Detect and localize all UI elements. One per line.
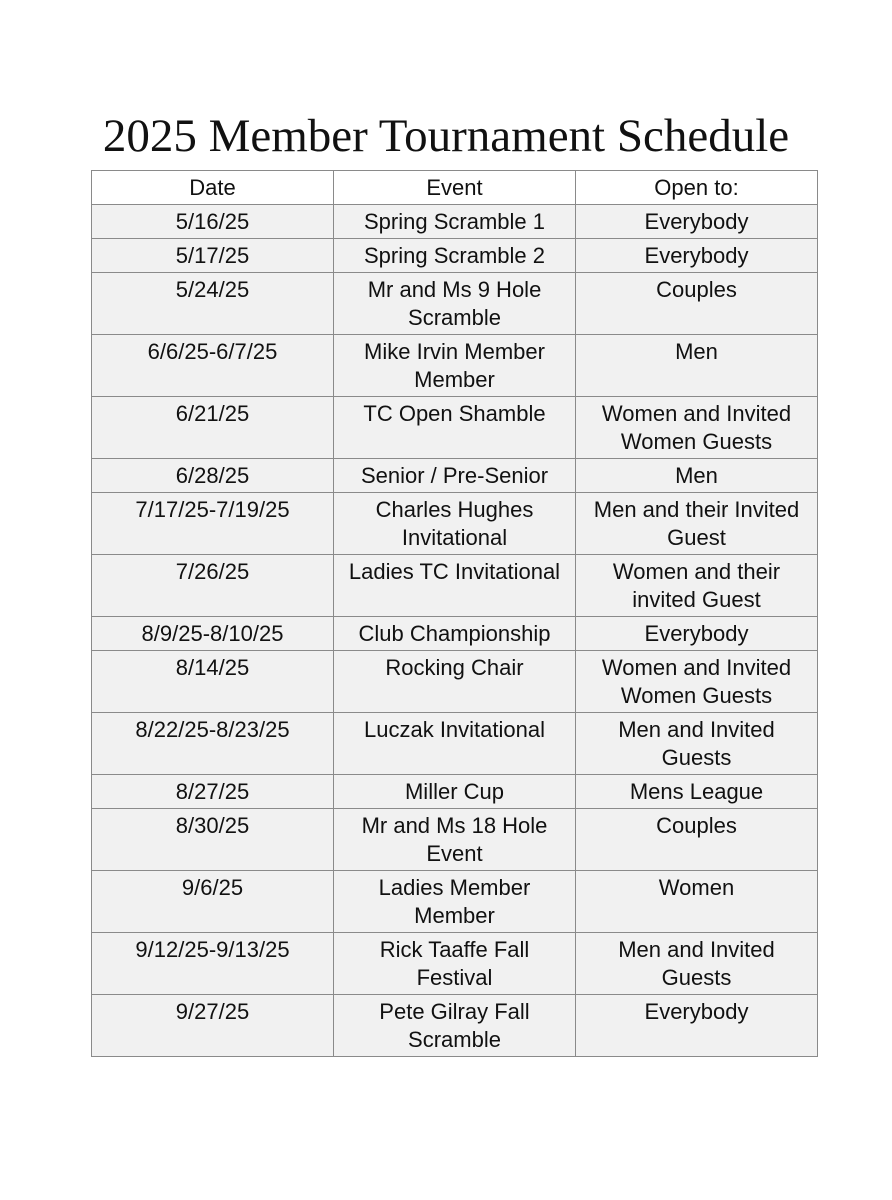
cell-open-to: Women and their invited Guest xyxy=(576,555,818,617)
table-row xyxy=(92,775,818,809)
cell-open-to: Couples xyxy=(576,809,818,871)
cell-date: 9/6/25 xyxy=(92,871,334,933)
column-header-event: Event xyxy=(334,171,576,205)
table-row xyxy=(92,995,818,1057)
cell-open-to: Mens League xyxy=(576,775,818,809)
cell-event: Miller Cup xyxy=(334,775,576,809)
cell-date: 8/9/25-8/10/25 xyxy=(92,617,334,651)
cell-event: Pete Gilray Fall Scramble xyxy=(334,995,576,1057)
schedule-table xyxy=(91,170,818,1057)
cell-open-to: Women and Invited Women Guests xyxy=(576,397,818,459)
cell-event: Club Championship xyxy=(334,617,576,651)
cell-date: 8/30/25 xyxy=(92,809,334,871)
table-row xyxy=(92,459,818,493)
cell-open-to: Men and Invited Guests xyxy=(576,713,818,775)
table-row xyxy=(92,617,818,651)
cell-open-to: Everybody xyxy=(576,617,818,651)
table-row xyxy=(92,335,818,397)
table-row xyxy=(92,933,818,995)
page-title: 2025 Member Tournament Schedule xyxy=(102,110,790,162)
cell-event: Senior / Pre-Senior xyxy=(334,459,576,493)
cell-open-to: Men and Invited Guests xyxy=(576,933,818,995)
table-row xyxy=(92,397,818,459)
table-row xyxy=(92,493,818,555)
table-row xyxy=(92,651,818,713)
cell-open-to: Everybody xyxy=(576,205,818,239)
cell-open-to: Men xyxy=(576,335,818,397)
cell-event: Mr and Ms 9 Hole Scramble xyxy=(334,273,576,335)
cell-event: Charles Hughes Invitational xyxy=(334,493,576,555)
cell-open-to: Women xyxy=(576,871,818,933)
table-row xyxy=(92,239,818,273)
cell-date: 5/16/25 xyxy=(92,205,334,239)
cell-event: Ladies TC Invitational xyxy=(334,555,576,617)
cell-event: Ladies Member Member xyxy=(334,871,576,933)
cell-date: 6/28/25 xyxy=(92,459,334,493)
table-row xyxy=(92,273,818,335)
table-row xyxy=(92,871,818,933)
cell-event: Luczak Invitational xyxy=(334,713,576,775)
cell-open-to: Everybody xyxy=(576,239,818,273)
cell-date: 5/24/25 xyxy=(92,273,334,335)
cell-date: 9/27/25 xyxy=(92,995,334,1057)
cell-event: Rick Taaffe Fall Festival xyxy=(334,933,576,995)
cell-event: Spring Scramble 2 xyxy=(334,239,576,273)
cell-open-to: Everybody xyxy=(576,995,818,1057)
cell-date: 7/17/25-7/19/25 xyxy=(92,493,334,555)
cell-date: 8/14/25 xyxy=(92,651,334,713)
cell-event: Spring Scramble 1 xyxy=(334,205,576,239)
cell-event: TC Open Shamble xyxy=(334,397,576,459)
cell-event: Mike Irvin Member Member xyxy=(334,335,576,397)
cell-open-to: Men and their Invited Guest xyxy=(576,493,818,555)
cell-event: Mr and Ms 18 Hole Event xyxy=(334,809,576,871)
cell-date: 7/26/25 xyxy=(92,555,334,617)
table-row xyxy=(92,809,818,871)
table-row xyxy=(92,205,818,239)
cell-date: 8/22/25-8/23/25 xyxy=(92,713,334,775)
cell-open-to: Women and Invited Women Guests xyxy=(576,651,818,713)
cell-date: 8/27/25 xyxy=(92,775,334,809)
cell-date: 9/12/25-9/13/25 xyxy=(92,933,334,995)
cell-date: 5/17/25 xyxy=(92,239,334,273)
table-row xyxy=(92,555,818,617)
column-header-date: Date xyxy=(92,171,334,205)
cell-event: Rocking Chair xyxy=(334,651,576,713)
cell-date: 6/21/25 xyxy=(92,397,334,459)
column-header-open-to: Open to: xyxy=(576,171,818,205)
cell-open-to: Men xyxy=(576,459,818,493)
cell-date: 6/6/25-6/7/25 xyxy=(92,335,334,397)
cell-open-to: Couples xyxy=(576,273,818,335)
table-row xyxy=(92,713,818,775)
table-header-row xyxy=(92,171,818,205)
